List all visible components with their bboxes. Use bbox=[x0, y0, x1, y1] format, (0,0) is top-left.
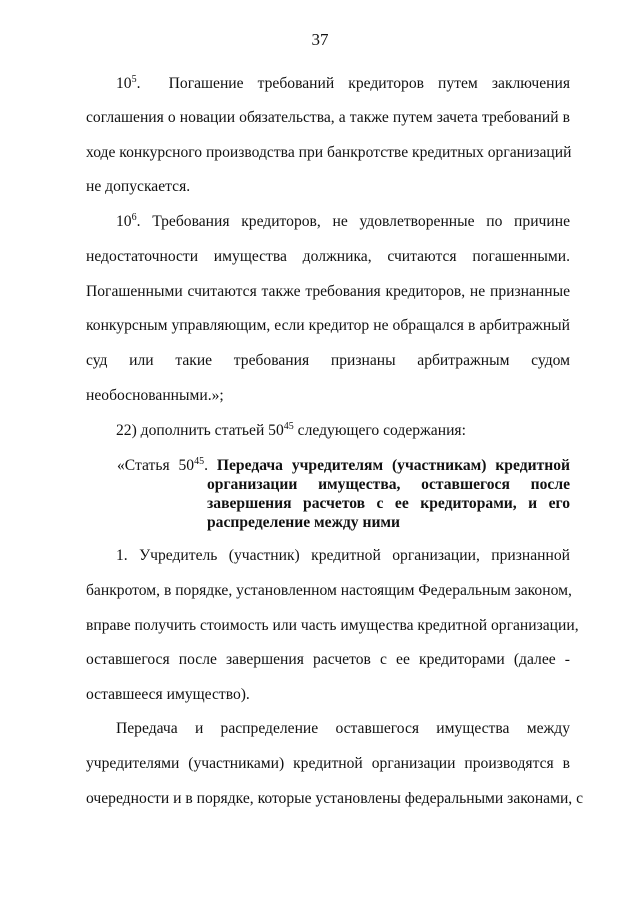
paragraph-10-6-line-4: конкурсным управляющим, если кредитор не обращался в арбитражный bbox=[86, 317, 570, 334]
paragraph-10-6-line-2: недостаточности имущества должника, считаются погашенными. bbox=[86, 248, 570, 265]
item-22: 22) дополнить статьей $50^{45}$ следующего содержания: bbox=[116, 421, 466, 439]
paragraph-10-5-line-4: не допускается. bbox=[86, 178, 191, 195]
paragraph-1-line-3: вправе получить стоимость или часть имущества кредитной организации, bbox=[86, 617, 579, 634]
paragraph-1-line-5: оставшееся имущество). bbox=[86, 686, 250, 703]
paragraph-10-5-line-3: ходе конкурсного производства при банкротстве кредитных организаций bbox=[86, 144, 572, 161]
paragraph-10-5-line-2: соглашения о новации обязательства, а также путем зачета требований в bbox=[86, 109, 570, 126]
paragraph-2-line-3: очередности и в порядке, которые установлены федеральными законами, с bbox=[86, 790, 584, 807]
paragraph-1-line-4: оставшегося после завершения расчетов с ее кредиторами (далее - bbox=[86, 651, 570, 668]
article-title-line-4: распределение между ними bbox=[207, 514, 401, 531]
paragraph-10-6-line-1: $10^6$. Требования кредиторов, не удовлетворенные по причине bbox=[116, 212, 570, 230]
paragraph-1-line-2: банкротом, в порядке, установленном настоящим Федеральным законом, bbox=[86, 582, 572, 599]
paragraph-2-line-2: учредителями (участниками) кредитной организации производятся в bbox=[86, 755, 570, 772]
paragraph-1-line-1: 1. Учредитель (участник) кредитной организации, признанной bbox=[116, 547, 570, 564]
paragraph-number: $10^5$. bbox=[116, 74, 141, 92]
article-title-line-2: организации имущества, оставшегося после bbox=[207, 476, 570, 493]
paragraph-10-5-line-1: $10^5$. Погашение требований кредиторов путем заключения bbox=[116, 74, 570, 92]
article-title-line-3: завершения расчетов с ее кредиторами, и его bbox=[207, 495, 570, 512]
article-label: «Статья $50^{45}$. bbox=[117, 456, 208, 474]
page-number: 37 bbox=[311, 30, 329, 49]
paragraph-10-6-line-6: необоснованными.»; bbox=[86, 387, 224, 404]
paragraph-10-6-line-5: суд или такие требования признаны арбитражным судом bbox=[86, 352, 570, 369]
paragraph-10-6-line-3: Погашенными считаются также требования кредиторов, не признанные bbox=[86, 283, 570, 300]
paragraph-2-line-1: Передача и распределение оставшегося имущества между bbox=[116, 720, 570, 737]
article-title: Передача учредителям (участникам) кредитной bbox=[216, 457, 570, 474]
paragraph-number: $10^6$. bbox=[116, 212, 141, 230]
article-heading-line-1 bbox=[117, 456, 570, 476]
